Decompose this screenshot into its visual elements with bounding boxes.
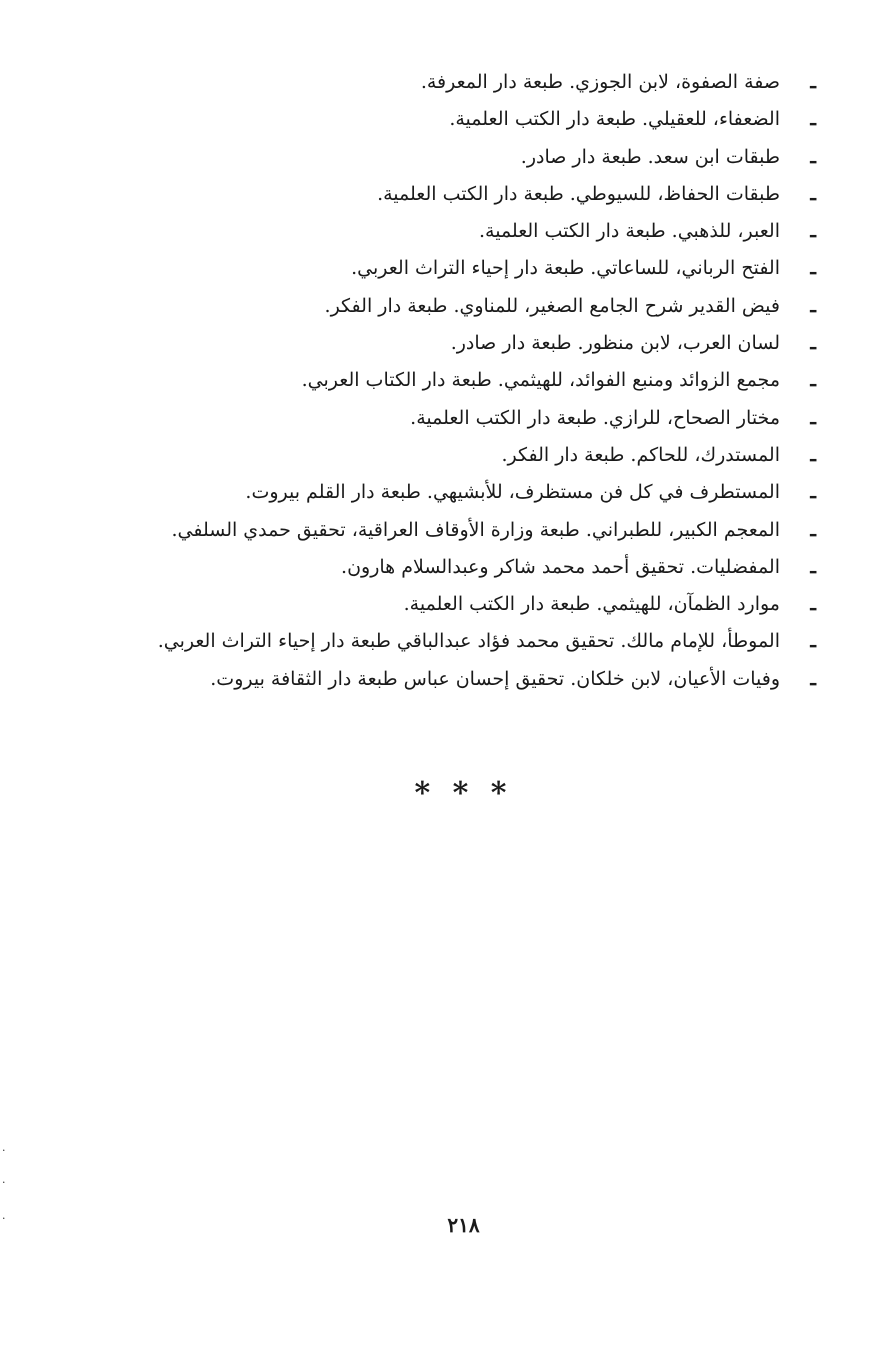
bullet-dash: ـ [810,369,816,392]
bullet-dash: ـ [810,667,816,690]
list-item [116,623,816,660]
reference-text: مجمع الزوائد ومنبع الفوائد، للهيثمي. طبعة دار الكتاب العربي. [301,369,780,392]
bullet-dash: ـ [810,108,816,131]
reference-text: صفة الصفوة، لابن الجوزي. طبعة دار المعرفة. [420,71,780,93]
reference-text: طبقات الحفاظ، للسيوطي. طبعة دار الكتب العلمية. [377,182,780,205]
page-number: ٢١٨ [447,1213,480,1237]
scan-artifact-mark: · [2,1144,6,1157]
list-item [116,586,816,623]
bullet-dash: ـ [810,220,816,243]
list-item [116,512,816,549]
bibliography-list [116,64,816,698]
reference-text: مختار الصحاح، للرازي. طبعة دار الكتب العلمية. [410,406,780,429]
reference-text: العبر، للذهبي. طبعة دار الكتب العلمية. [478,220,780,243]
list-item [116,437,816,474]
list-item [116,176,816,213]
bullet-dash: ـ [810,443,816,466]
reference-text: لسان العرب، لابن منظور. طبعة دار صادر. [450,332,780,355]
list-item [116,64,816,101]
bullet-dash: ـ [810,555,816,578]
bullet-dash: ـ [810,182,816,205]
list-item [116,250,816,287]
list-item [116,474,816,511]
bullet-dash: ـ [810,257,816,280]
list-item [116,139,816,176]
section-separator: * * * [414,776,513,811]
reference-text: موارد الظمآن، للهيثمي. طبعة دار الكتب العلمية. [403,593,780,616]
scan-artifact-mark: · [2,1212,6,1225]
scan-artifact-mark: · [2,1176,6,1189]
reference-text: المعجم الكبير، للطبراني. طبعة وزارة الأوقاف العراقية، تحقيق حمدي السلفي. [171,518,780,541]
list-item [116,400,816,437]
reference-text: المستطرف في كل فن مستظرف، للأبشيهي. طبعة دار القلم بيروت. [245,481,780,504]
reference-text: فيض القدير شرح الجامع الصغير، للمناوي. طبعة دار الفكر. [324,294,780,317]
list-item [116,288,816,325]
bullet-dash: ـ [810,518,816,541]
bullet-dash: ـ [810,406,816,429]
bullet-dash: ـ [810,593,816,616]
list-item [116,101,816,138]
list-item [116,213,816,250]
bullet-dash: ـ [810,294,816,317]
bullet-dash: ـ [810,71,816,93]
reference-text: الضعفاء، للعقيلي. طبعة دار الكتب العلمية. [449,108,780,131]
list-item [116,325,816,362]
bullet-dash: ـ [810,630,816,653]
bullet-dash: ـ [810,145,816,168]
reference-text: طبقات ابن سعد. طبعة دار صادر. [520,145,780,168]
reference-text: الفتح الرباني، للساعاتي. طبعة دار إحياء التراث العربي. [351,257,780,280]
reference-text: وفيات الأعيان، لابن خلكان. تحقيق إحسان عباس طبعة دار الثقافة بيروت. [210,667,780,690]
list-item [116,362,816,399]
reference-text: الموطأ، للإمام مالك. تحقيق محمد فؤاد عبدالباقي طبعة دار إحياء التراث العربي. [157,630,780,653]
list-item [116,549,816,586]
reference-text: المفضليات. تحقيق أحمد محمد شاكر وعبدالسلام هارون. [341,555,780,578]
reference-text: المستدرك، للحاكم. طبعة دار الفكر. [501,443,780,466]
bullet-dash: ـ [810,332,816,355]
list-item [116,661,816,698]
bullet-dash: ـ [810,481,816,504]
